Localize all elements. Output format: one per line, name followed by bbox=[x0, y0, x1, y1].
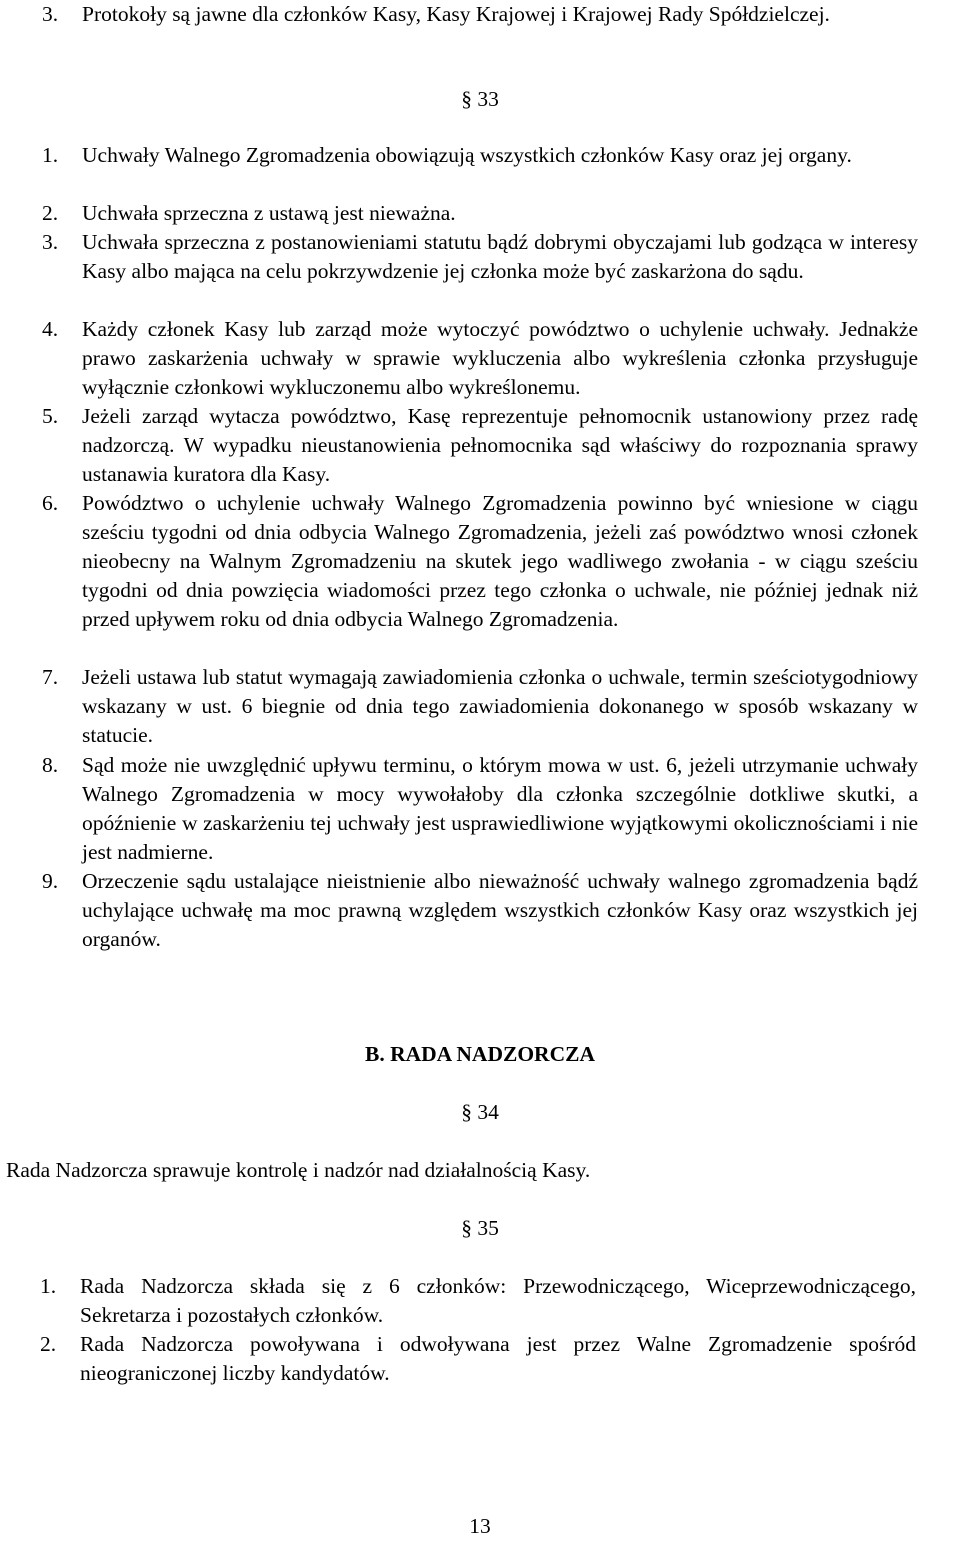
list-item-text: Orzeczenie sądu ustalające nieistnienie albo nieważność uchwały walnego zgromadzenia bądź uchylające uchwałę ma moc prawną względem wszystkich członków Kasy oraz wszystkich jej organów. bbox=[82, 869, 918, 951]
list-item-number: 3. bbox=[42, 230, 59, 254]
list-item-number: 9. bbox=[42, 869, 59, 893]
list-item-text: Uchwała sprzeczna z ustawą jest nieważna. bbox=[82, 201, 456, 225]
section-number-33: § 33 bbox=[461, 87, 499, 111]
section-number-35: § 35 bbox=[461, 1216, 499, 1240]
list-item-text: Rada Nadzorcza składa się z 6 członków: Przewodniczącego, Wiceprzewodniczącego, Sekretarza i pozostałych członków. bbox=[80, 1274, 916, 1327]
list-item-text: Uchwała sprzeczna z postanowieniami statutu bądź dobrymi obyczajami lub godząca w interesy Kasy albo mająca na celu pokrzywdzenie jej członka może być zaskarżona do sądu. bbox=[82, 230, 918, 283]
list-item-number: 5. bbox=[42, 404, 59, 428]
list-item-text: Jeżeli ustawa lub statut wymagają zawiadomienia członka o uchwale, termin sześciotygodniowy wskazany w ust. 6 biegnie od dnia tego zawiadomienia dokonanego w sposób wskazany w statucie. bbox=[82, 665, 918, 747]
list-item-number: 8. bbox=[42, 753, 59, 777]
list-item-text: Uchwały Walnego Zgromadzenia obowiązują wszystkich członków Kasy oraz jej organy. bbox=[82, 143, 852, 167]
list-item-number: 2. bbox=[40, 1332, 57, 1356]
list-item-text: Jeżeli zarząd wytacza powództwo, Kasę reprezentuje pełnomocnik ustanowiony przez radę nadzorczą. W wypadku nieustanowienia pełnomocnika sąd właściwy do rozpoznania sprawy ustanawia kuratora dla Kasy. bbox=[82, 404, 918, 486]
section-heading: B. RADA NADZORCZA bbox=[365, 1042, 595, 1066]
page-number: 13 bbox=[469, 1514, 491, 1538]
list-item-text: Każdy członek Kasy lub zarząd może wytoczyć powództwo o uchylenie uchwały. Jednakże prawo zaskarżenia uchwały w sprawie wykluczenia albo wykreślenia członka przysługuje wyłącznie członkowi wykluczonemu albo wykreślonemu. bbox=[82, 317, 918, 399]
paragraph-text: Rada Nadzorcza sprawuje kontrolę i nadzór nad działalnością Kasy. bbox=[6, 1158, 591, 1182]
list-item-number: 6. bbox=[42, 491, 59, 515]
list-item-text: Sąd może nie uwzględnić upływu terminu, o którym mowa w ust. 6, jeżeli utrzymanie uchwały Walnego Zgromadzenia w mocy wywołałoby dla członka szczególnie dotkliwe skutki, a opóźnienie w zaskarżeniu tej uchwały jest usprawiedliwione wyjątkowymi okolicznościami i nie jest nadmierne. bbox=[82, 753, 918, 864]
list-item-number: 1. bbox=[42, 143, 59, 167]
list-item-number: 4. bbox=[42, 317, 59, 341]
list-item-number: 1. bbox=[40, 1274, 57, 1298]
list-item-text: Powództwo o uchylenie uchwały Walnego Zgromadzenia powinno być wniesione w ciągu sześciu tygodni od dnia odbycia Walnego Zgromadzenia, jeżeli zaś powództwo wnosi członek nieobecny na Walnym Zgromadzeniu na skutek jego wadliwego zwołania - w ciągu sześciu tygodni od dnia powzięcia wiadomości przez tego członka o uchwale, nie później jednak niż przed upływem roku od dnia odbycia Walnego Zgromadzenia. bbox=[82, 491, 918, 631]
list-item-number: 2. bbox=[42, 201, 59, 225]
list-item-text: Protokoły są jawne dla członków Kasy, Kasy Krajowej i Krajowej Rady Spółdzielczej. bbox=[82, 2, 830, 26]
list-item-number: 3. bbox=[42, 2, 59, 26]
list-item-text: Rada Nadzorcza powoływana i odwoływana jest przez Walne Zgromadzenie spośród nieograniczonej liczby kandydatów. bbox=[80, 1332, 916, 1385]
list-item-number: 7. bbox=[42, 665, 59, 689]
section-number-34: § 34 bbox=[461, 1100, 499, 1124]
